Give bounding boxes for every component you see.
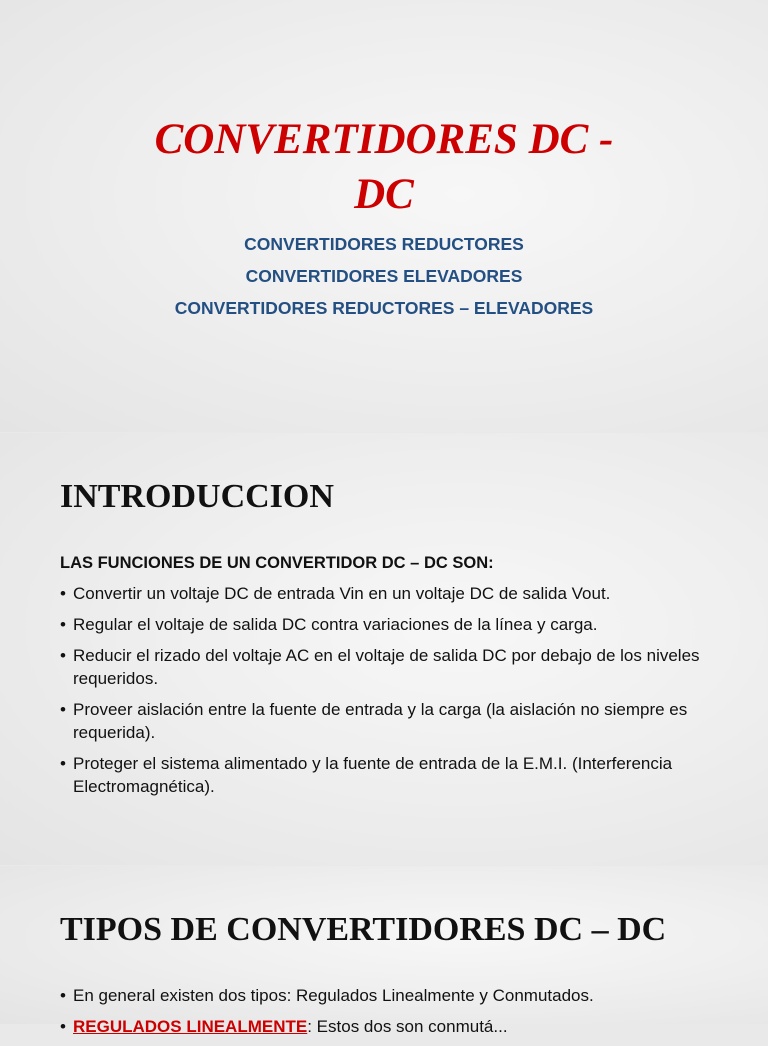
bullet-text: : Estos dos son conmutá... (307, 1017, 508, 1036)
types-heading: TIPOS DE CONVERTIDORES DC – DC (60, 911, 667, 948)
list-item (60, 752, 720, 798)
types-bullet-list (60, 984, 720, 1046)
list-item (60, 644, 720, 690)
bullet-icon: • (60, 584, 66, 603)
bullet-icon: • (60, 615, 66, 634)
main-title-line-1: CONVERTIDORES DC - (154, 116, 614, 163)
intro-slide (0, 433, 768, 865)
title-slide (0, 0, 768, 432)
subtitle-list (0, 228, 768, 324)
list-item (60, 613, 720, 636)
subtitle-reductores-elevadores: CONVERTIDORES REDUCTORES – ELEVADORES (174, 298, 594, 318)
main-title-line-2: DC (354, 171, 414, 218)
list-item (60, 1015, 720, 1038)
bullet-icon: • (60, 646, 66, 665)
subtitle-reductores: CONVERTIDORES REDUCTORES (244, 234, 524, 254)
bullet-text: Reducir el rizado del voltaje AC en el voltaje de salida DC por debajo de los niveles requeridos. (73, 646, 700, 688)
list-item (60, 984, 720, 1007)
intro-bullet-list (60, 582, 720, 806)
bullet-icon: • (60, 986, 66, 1005)
bullet-text: Regular el voltaje de salida DC contra variaciones de la línea y carga. (73, 615, 598, 634)
bullet-icon: • (60, 700, 66, 719)
intro-lead: LAS FUNCIONES DE UN CONVERTIDOR DC – DC SON: (60, 554, 494, 572)
subtitle-elevadores: CONVERTIDORES ELEVADORES (245, 266, 523, 286)
bullet-text: Proteger el sistema alimentado y la fuente de entrada de la E.M.I. (Interferencia Electromagnética). (73, 754, 673, 796)
bullet-strong-text: REGULADOS LINEALMENTE (73, 1017, 308, 1036)
bullet-icon: • (60, 754, 66, 773)
bullet-text: En general existen dos tipos: Regulados Linealmente y Conmutados. (73, 986, 594, 1005)
intro-heading: INTRODUCCION (60, 478, 334, 515)
types-slide (0, 866, 768, 1036)
list-item (60, 698, 720, 744)
list-item (60, 582, 720, 605)
main-title (0, 112, 768, 222)
bullet-icon: • (60, 1017, 66, 1036)
bullet-text: Convertir un voltaje DC de entrada Vin en un voltaje DC de salida Vout. (73, 584, 611, 603)
bullet-text: Proveer aislación entre la fuente de entrada y la carga (la aislación no siempre es requerida). (73, 700, 688, 742)
